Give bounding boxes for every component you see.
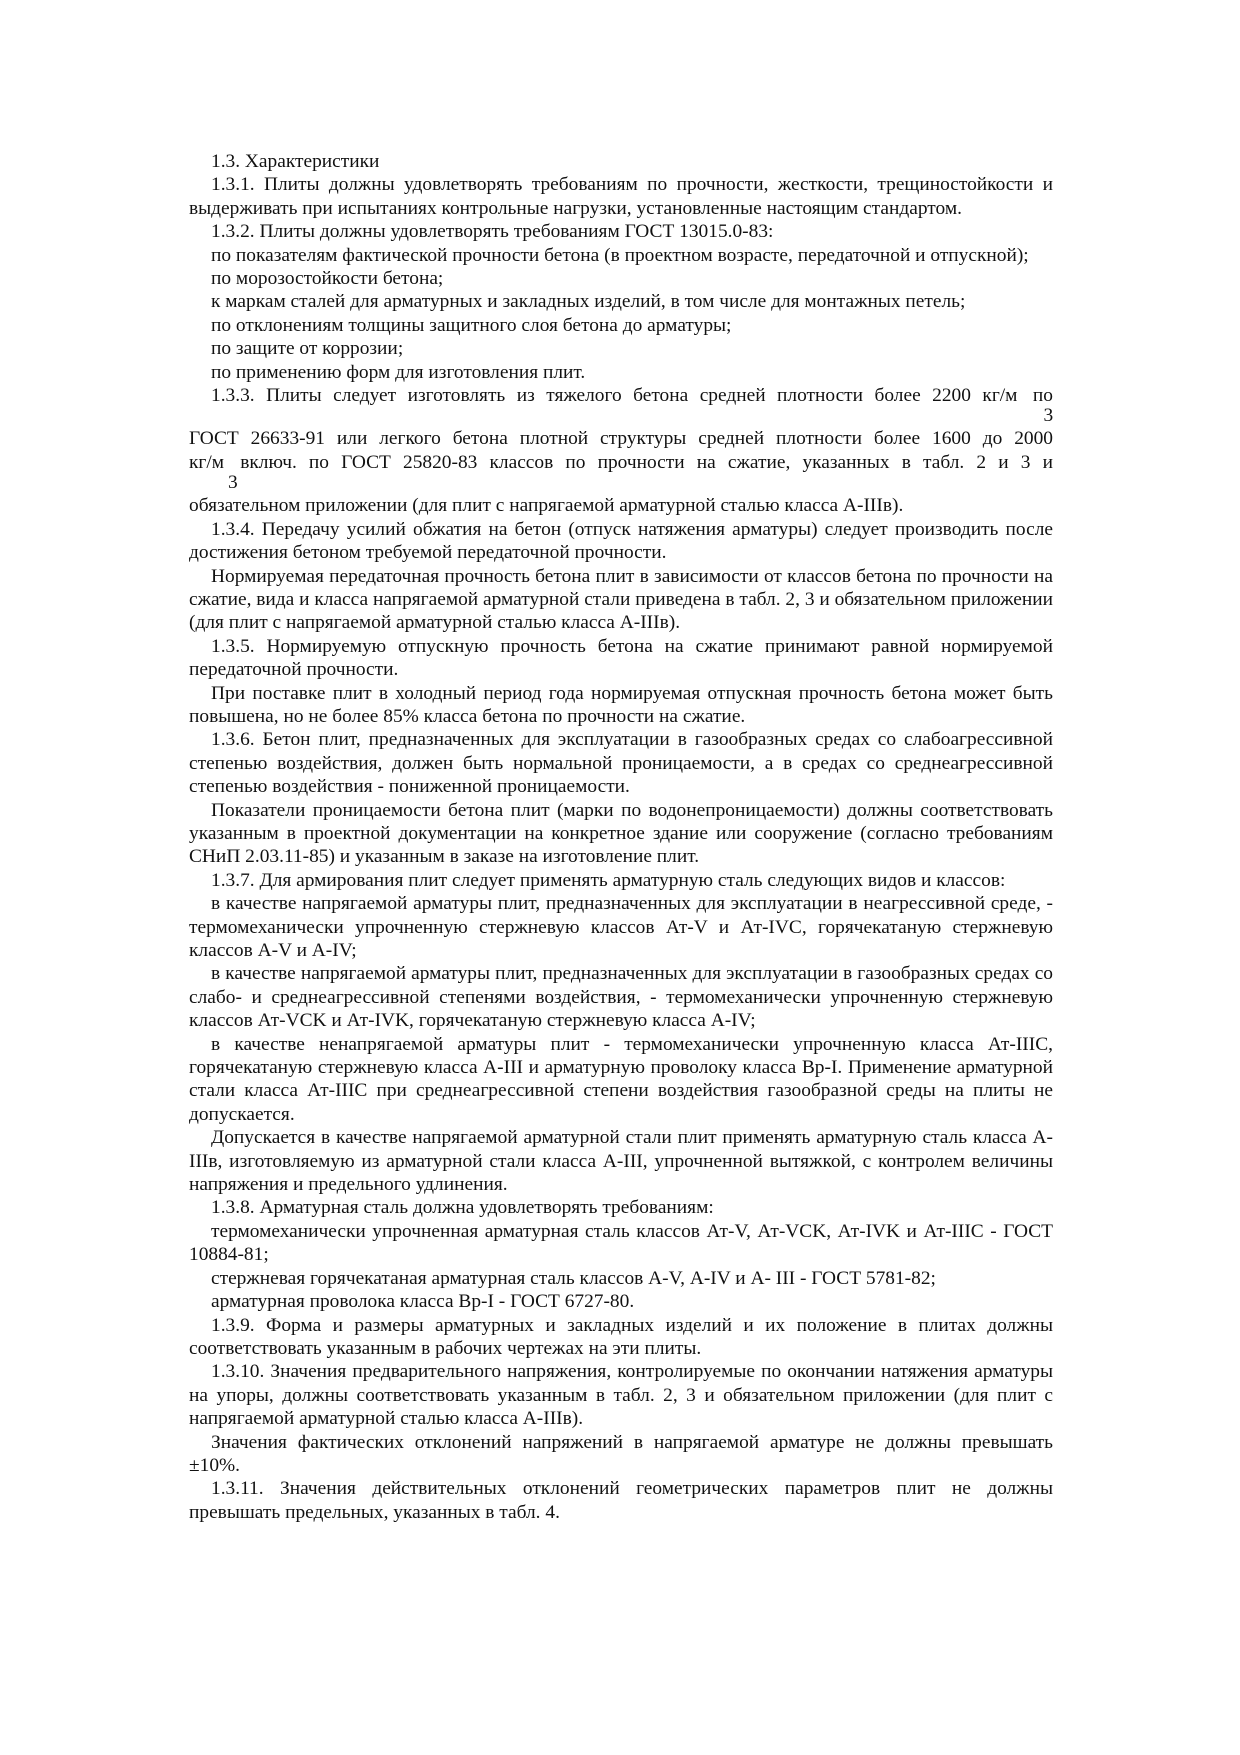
paragraph-1-3-3-line-3: кг/м3 включ. по ГОСТ 25820-83 классов по прочности на сжатие, указанных в табл. 2 и 3 и [189, 451, 1053, 493]
paragraph-1-3-3-text-a: 1.3.3. Плиты следует изготовлять из тяжелого бетона средней плотности более 2200 кг/м [211, 385, 1018, 407]
paragraph-1-3-3-text-c: кг/м [189, 451, 225, 473]
paragraph-1-3-3-line-4: обязательном приложении (для плит с напрягаемой арматурной сталью класса А-IIIв). [189, 495, 904, 517]
paragraph-1-3-6: 1.3.6. Бетон плит, предназначенных для эксплуатации в газообразных средах со слабоагрессивной степенью воздействия, должен быть нормальной проницаемости, а в средах со среднеагрессивной степенью воздействия - пониженной проницаемости. [189, 729, 1053, 798]
list-item-hot-rolled-steel: стержневая горячекатаная арматурная сталь классов А-V, А-IV и А- III - ГОСТ 5781-82; [211, 1267, 936, 1289]
list-item-strength: по показателям фактической прочности бетона (в проектном возрасте, передаточной и отпускной); [211, 244, 1029, 266]
list-item-steel: к маркам сталей для арматурных и закладных изделий, в том числе для монтажных петель; [211, 291, 966, 313]
paragraph-1-3-7: 1.3.7. Для армирования плит следует применять арматурную сталь следующих видов и классов: [211, 869, 1006, 891]
paragraph-1-3-2: 1.3.2. Плиты должны удовлетворять требованиям ГОСТ 13015.0-83: [211, 221, 774, 243]
paragraph-1-3-9: 1.3.9. Форма и размеры арматурных и закладных изделий и их положение в плитах должны соответствовать указанным в рабочих чертежах на эти плиты. [189, 1314, 1053, 1359]
list-item-cover: по отклонениям толщины защитного слоя бетона до арматуры; [211, 314, 732, 336]
paragraph-1-3-5: 1.3.5. Нормируемую отпускную прочность бетона на сжатие принимают равной нормируемой передаточной прочности. [189, 635, 1053, 681]
paragraph-class-a-iiib: Допускается в качестве напрягаемой арматурной стали плит применять арматурную сталь класса А-IIIв, изготовляемую из арматурной стали класса А-III, упрочненной вытяжкой, с контролем величины напряжения и предельного удлинения. [189, 1127, 1053, 1196]
paragraph-1-3-3-text-d: включ. по ГОСТ 25820-83 классов по прочности на сжатие, указанных в табл. 2 и 3 и [240, 451, 1053, 473]
list-item-frost: по морозостойкости бетона; [211, 268, 444, 290]
list-item-thermomechanical-steel: термомеханически упрочненная арматурная сталь классов Ат-V, Ат-VCK, Ат-IVK и Ат-IIIC - ГОСТ 10884-81; [189, 1220, 1053, 1266]
paragraph-1-3-4: 1.3.4. Передачу усилий обжатия на бетон (отпуск натяжения арматуры) следует производить после достижения бетоном требуемой передаточной прочности. [189, 518, 1053, 564]
list-item-corrosion: по защите от коррозии; [211, 338, 404, 360]
paragraph-1-3-3 [189, 384, 1053, 518]
paragraph-transfer-strength: Нормируемая передаточная прочность бетона плит в зависимости от классов бетона по прочности на сжатие, вида и класса напрягаемой арматурной стали приведена в табл. 2, 3 и обязательном приложении (для плит с напрягаемой арматурной сталью класса А-IIIв). [189, 565, 1053, 634]
paragraph-permeability: Показатели проницаемости бетона плит (марки по водонепроницаемости) должны соответствовать указанным в проектной документации на конкретное здание или сооружение (согласно требованиям СНиП 2.03.11-85) и указанным в заказе на изготовление плит. [189, 799, 1053, 868]
paragraph-1-3-3-line-2: ГОСТ 26633-91 или легкого бетона плотной структуры средней плотности более 1600 до 2000 [189, 428, 1053, 450]
paragraph-1-3-3-text-b: по [1032, 385, 1053, 407]
paragraph-1-3-8: 1.3.8. Арматурная сталь должна удовлетворять требованиям: [211, 1197, 714, 1219]
paragraph-1-3-1: 1.3.1. Плиты должны удовлетворять требованиям по прочности, жесткости, трещиностойкости и выдерживать при испытаниях контрольные нагрузки, установленные настоящим стандартом. [189, 174, 1053, 219]
list-item-forms: по применению форм для изготовления плит. [211, 361, 586, 383]
paragraph-cold-period: При поставке плит в холодный период года нормируемая отпускная прочность бетона может быть повышена, но не более 85% класса бетона по прочности на сжатие. [189, 682, 1053, 727]
paragraph-stress-deviation: Значения фактических отклонений напряжений в напрягаемой арматуре не должны превышать ±10%. [189, 1431, 1053, 1476]
list-item-non-prestressed: в качестве ненапрягаемой арматуры плит - термомеханически упрочненную класса Ат-IIIC, горячекатаную стержневую класса А-III и арматурную проволоку класса Вр-I. Применение арматурной стали класса Ат-IIIC при среднеагрессивной степени воздействия газообразной среды на плиты не допускается. [189, 1033, 1053, 1125]
list-item-wire: арматурная проволока класса Вр-I - ГОСТ 6727-80. [211, 1291, 635, 1313]
paragraph-1-3-3-line-1: 1.3.3. Плиты следует изготовлять из тяжелого бетона средней плотности более 2200 кг/м3 по [211, 385, 1054, 427]
list-item-prestressed-gaseous: в качестве напрягаемой арматуры плит, предназначенных для эксплуатации в газообразных средах со слабо- и среднеагрессивной степенями воздействия, - термомеханически упрочненную стержневую классов Ат-VCK и Ат-IVK, горячекатаную стержневую класса А-IV; [189, 963, 1053, 1032]
document-page [189, 150, 1053, 1524]
section-heading: 1.3. Характеристики [211, 151, 380, 172]
paragraph-1-3-10: 1.3.10. Значения предварительного напряжения, контролируемые по окончании натяжения арматуры на упоры, должны соответствовать указанным в табл. 2, 3 и обязательном приложении (для плит с напрягаемой арматурной сталью класса А-IIIв). [189, 1361, 1053, 1430]
list-item-prestressed-nonaggressive: в качестве напрягаемой арматуры плит, предназначенных для эксплуатации в неагрессивной среде, - термомеханически упрочненную стержневую классов Ат-V и Ат-IVC, горячекатаную стержневую классов А-V и А-IV; [189, 893, 1053, 961]
paragraph-1-3-11: 1.3.11. Значения действительных отклонений геометрических параметров плит не должны превышать предельных, указанных в табл. 4. [189, 1478, 1053, 1523]
